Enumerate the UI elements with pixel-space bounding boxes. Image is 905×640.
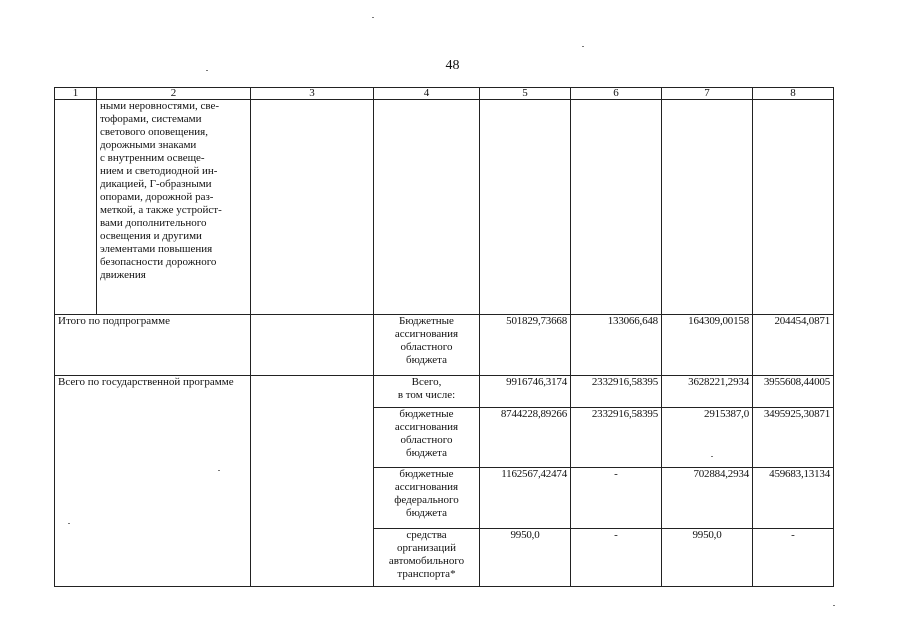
program-total-col-6: 2332916,58395	[571, 376, 662, 408]
subprogram-total-col-5: 501829,73668	[480, 315, 571, 376]
transport-orgs-col-6: -	[571, 529, 662, 587]
subprogram-total-row	[55, 315, 834, 376]
federal-budget-source: бюджетные ассигнования федерального бюджета	[374, 468, 480, 529]
header-col-6: 6	[571, 88, 662, 100]
regional-budget-col-8: 3495925,30871	[753, 408, 834, 468]
scan-speck	[833, 605, 835, 606]
header-col-1: 1	[55, 88, 97, 100]
continuation-col-4	[374, 100, 480, 315]
budget-table	[54, 87, 834, 587]
continuation-col-7	[662, 100, 753, 315]
program-total-label: Всего по государственной программе	[55, 376, 251, 587]
continuation-col-3	[251, 100, 374, 315]
header-col-4: 4	[374, 88, 480, 100]
program-total-row	[55, 376, 834, 408]
subprogram-total-source: Бюджетные ассигнования областного бюджета	[374, 315, 480, 376]
subprogram-total-col-6: 133066,648	[571, 315, 662, 376]
regional-budget-col-5: 8744228,89266	[480, 408, 571, 468]
subprogram-total-col-8: 204454,0871	[753, 315, 834, 376]
scan-speck	[218, 470, 220, 471]
subprogram-total-col-3	[251, 315, 374, 376]
continuation-col-5	[480, 100, 571, 315]
header-col-8: 8	[753, 88, 834, 100]
subprogram-total-col-7: 164309,00158	[662, 315, 753, 376]
transport-orgs-col-5: 9950,0	[480, 529, 571, 587]
header-col-2: 2	[97, 88, 251, 100]
regional-budget-col-6: 2332916,58395	[571, 408, 662, 468]
header-col-3: 3	[251, 88, 374, 100]
header-col-7: 7	[662, 88, 753, 100]
scan-speck	[68, 523, 70, 524]
continuation-col-1	[55, 100, 97, 315]
federal-budget-col-5: 1162567,42474	[480, 468, 571, 529]
continuation-col-6	[571, 100, 662, 315]
transport-orgs-source: средства организаций автомобильного транспорта*	[374, 529, 480, 587]
regional-budget-col-7: 2915387,0	[662, 408, 753, 468]
federal-budget-col-6: -	[571, 468, 662, 529]
regional-budget-source: бюджетные ассигнования областного бюджета	[374, 408, 480, 468]
scan-speck	[711, 456, 713, 457]
transport-orgs-col-7: 9950,0	[662, 529, 753, 587]
transport-orgs-col-8: -	[753, 529, 834, 587]
continuation-description: ными неровностями, све- тофорами, системами светового оповещения, дорожными знаками с внутренним освеще- нием и светодиодной ин- дикацией, Г-образными опорами, дорожной раз- меткой, а также устройст- вами дополнительного освещения и другими элементами повышения безопасности дорожного движения	[97, 100, 251, 315]
program-total-col-3	[251, 376, 374, 587]
page-number: 48	[445, 58, 460, 73]
program-total-source: Всего, в том числе:	[374, 376, 480, 408]
header-col-5: 5	[480, 88, 571, 100]
scan-speck	[582, 46, 584, 47]
program-total-col-5: 9916746,3174	[480, 376, 571, 408]
federal-budget-col-8: 459683,13134	[753, 468, 834, 529]
program-total-col-7: 3628221,2934	[662, 376, 753, 408]
scan-speck	[372, 17, 374, 18]
continuation-row	[55, 100, 834, 315]
header-row	[55, 88, 834, 100]
program-total-col-8: 3955608,44005	[753, 376, 834, 408]
scan-speck	[206, 70, 208, 71]
continuation-col-8	[753, 100, 834, 315]
subprogram-total-label: Итого по подпрограмме	[55, 315, 251, 376]
federal-budget-col-7: 702884,2934	[662, 468, 753, 529]
